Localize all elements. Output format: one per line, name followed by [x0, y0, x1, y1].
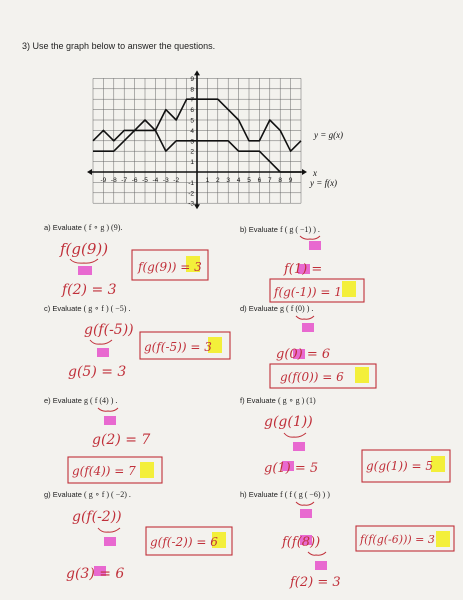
yellow-highlight [355, 367, 369, 383]
hw-h-step1: f(f(8)) [282, 535, 321, 550]
pink-highlight [315, 561, 327, 570]
y-tick-label: -1 [188, 179, 194, 187]
part-c-label: c) Evaluate [44, 304, 82, 313]
underbrace [296, 316, 314, 319]
pink-highlight [293, 442, 305, 451]
part-g-expression: ( g ∘ f ) ( −2) . [84, 490, 131, 499]
hw-f-step1: g(g(1)) [264, 414, 313, 430]
part-a-label: a) Evaluate [44, 223, 82, 232]
yellow-highlight [431, 456, 445, 472]
y-tick-label: 7 [190, 96, 194, 104]
x-tick-label: -8 [110, 177, 117, 184]
yellow-highlight [436, 531, 450, 547]
part-f-label: f) Evaluate [240, 396, 276, 405]
y-tick-label: -3 [188, 200, 194, 208]
y-tick-label: -2 [188, 190, 194, 198]
x-tick-label: 1 [205, 177, 210, 184]
underbrace [300, 236, 320, 239]
hw-f-step2: g(1) = 5 [264, 461, 319, 476]
y-tick-label: 5 [190, 117, 194, 125]
part-f-expression: ( g ∘ g ) (1) [277, 396, 316, 405]
x-tick-label: -7 [121, 177, 128, 184]
pink-highlight [104, 537, 116, 546]
pink-highlight [300, 509, 312, 518]
underbrace [98, 528, 120, 532]
x-tick-label: -4 [152, 177, 159, 184]
x-tick-label: 8 [278, 177, 283, 184]
part-b-expression: f ( g ( −1) ) . [280, 225, 320, 234]
x-tick-label: 4 [236, 177, 241, 184]
y-tick-label: 9 [190, 75, 194, 83]
hw-b-step1: f(1) = [284, 262, 323, 277]
underbrace [308, 552, 326, 555]
part-c-expression: ( g ∘ f ) ( −5) . [83, 304, 131, 313]
hw-g-step1: g(f(-2)) [72, 509, 122, 525]
x-tick-label: -6 [131, 177, 138, 184]
part-e-label: e) Evaluate [44, 396, 82, 405]
hw-a-step2: f(2) = 3 [62, 282, 117, 298]
pink-highlight [302, 323, 314, 332]
hw-c-step1: g(f(-5)) [84, 322, 134, 338]
underbrace [98, 408, 118, 411]
hw-a-step1: f(g(9)) [60, 240, 109, 258]
part-b-label: b) Evaluate [240, 225, 278, 234]
x-tick-label: 6 [257, 177, 262, 184]
y-tick-label: 1 [190, 159, 194, 167]
pink-highlight [78, 266, 92, 275]
hw-e-answer: g(f(4)) = 7 [72, 464, 136, 478]
x-tick-label: 3 [226, 177, 231, 184]
f-curve-label: y = f(x) [310, 178, 338, 188]
pink-highlight [97, 348, 109, 357]
part-h-expression: f ( f ( g ( −6) ) ) [280, 490, 330, 499]
part-h-label: h) Evaluate [240, 490, 278, 499]
yellow-highlight [140, 462, 154, 478]
y-tick-label: 6 [190, 107, 194, 115]
underbrace [296, 502, 314, 505]
underbrace [284, 433, 306, 437]
part-e-expression: g ( f (4) ) . [84, 396, 118, 405]
answer-boxes [68, 250, 454, 555]
hw-d-step1: g(0) = 6 [276, 347, 331, 362]
hw-f-answer: g(g(1)) = 5 [366, 459, 434, 473]
x-tick-label: 9 [288, 177, 293, 184]
pink-highlight [104, 416, 116, 425]
x-tick-label: -2 [173, 177, 180, 184]
part-d-label: d) Evaluate [240, 304, 278, 313]
hw-b-answer: f(g(-1)) = 1 [274, 285, 342, 299]
hw-g-step2: g(3) = 6 [66, 566, 125, 582]
pink-highlight [309, 241, 321, 250]
hw-a-answer: f(g(9)) = 3 [138, 260, 202, 274]
y-tick-label: 3 [190, 138, 194, 146]
part-a-expression: ( f ∘ g ) (9). [84, 223, 123, 232]
hw-d-answer: g(f(0)) = 6 [280, 370, 344, 384]
part-g-label: g) Evaluate [44, 490, 82, 499]
y-tick-label: 8 [190, 86, 194, 94]
x-tick-label: -3 [162, 177, 169, 184]
g-curve-label: y = g(x) [314, 130, 344, 140]
x-tick-label: 7 [267, 177, 272, 184]
y-tick-label: 4 [190, 127, 194, 135]
question-number: 3) [22, 41, 31, 51]
x-tick-label: -9 [100, 177, 107, 184]
x-tick-label: 5 [247, 177, 251, 184]
hw-g-answer: g(f(-2)) = 6 [150, 535, 218, 549]
hw-c-step2: g(5) = 3 [68, 364, 127, 380]
hw-h-step2: f(2) = 3 [290, 575, 341, 590]
hw-c-answer: g(f(-5)) = 3 [144, 340, 212, 354]
hw-e-step1: g(2) = 7 [92, 432, 151, 448]
x-tick-label: -5 [142, 177, 148, 184]
underbrace [90, 340, 112, 344]
hw-h-answer: f(f(g(-6))) = 3 [360, 533, 435, 546]
x-tick-label: 2 [215, 177, 220, 184]
y-tick-label: 2 [190, 148, 194, 156]
x-axis-label: x [313, 168, 317, 178]
underbrace [70, 259, 98, 263]
part-d-expression: g ( f (0) ) . [280, 304, 314, 313]
yellow-highlight [342, 281, 356, 297]
question-text: Use the graph below to answer the questions. [32, 41, 216, 51]
